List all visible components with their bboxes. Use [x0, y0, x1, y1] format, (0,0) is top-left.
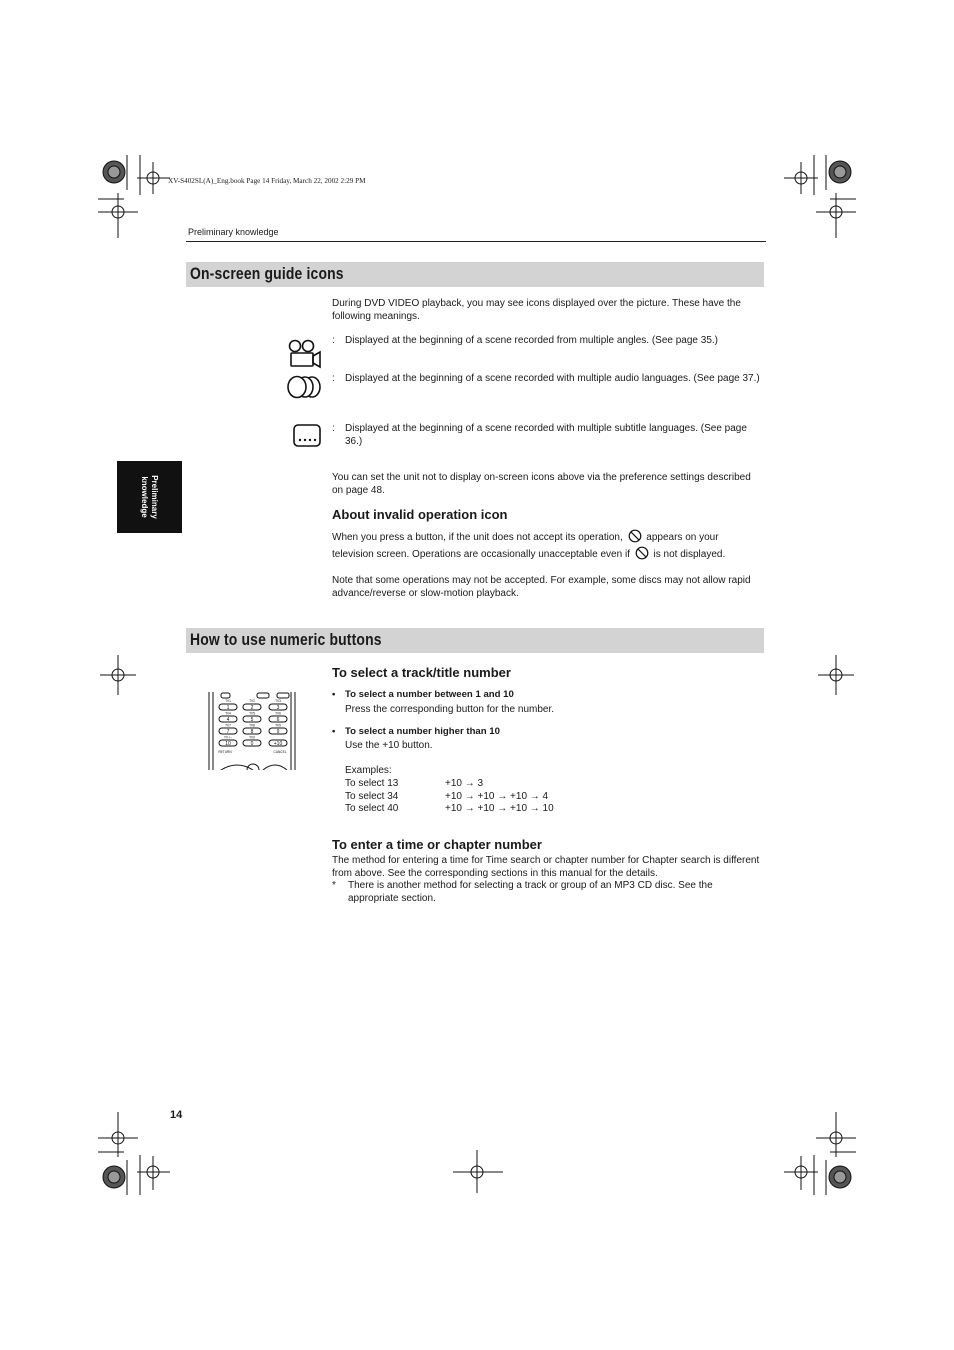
- bullet1-title: To select a number between 1 and 10: [345, 689, 514, 700]
- invalid-line1: [332, 529, 719, 545]
- remote-key-10: 10: [225, 741, 231, 747]
- remote-label-tv4: TV4: [225, 711, 231, 716]
- icon-desc-subtitle: Displayed at the beginning of a scene recorded with multiple subtitle languages. (See page 36.): [345, 423, 747, 447]
- example-label: To select 40: [345, 803, 399, 814]
- remote-label-tv-dash: TV-/--: [224, 735, 232, 740]
- remote-key-2: 2: [250, 705, 254, 711]
- bullet2-text: Use the +10 button.: [345, 740, 433, 751]
- prohibited-icon: [635, 546, 649, 560]
- colon: :: [332, 423, 335, 434]
- side-tab-line1: Preliminary: [150, 475, 159, 519]
- section-title-icons: On-screen guide icons: [190, 264, 344, 283]
- multi-audio-icon: [284, 374, 324, 400]
- side-tab: [117, 461, 182, 533]
- remote-label-tv6: TV6: [275, 711, 281, 716]
- time-heading: To enter a time or chapter number: [332, 837, 542, 852]
- example-label: To select 34: [345, 791, 399, 802]
- remote-label-tv1: TV1: [225, 699, 231, 703]
- side-tab-line2: knowledge: [140, 476, 149, 518]
- header-rule: [186, 241, 766, 242]
- example-row: [345, 778, 665, 791]
- remote-key-plus10: +10: [273, 741, 283, 747]
- example-sequence: +10 → +10 → +10 → 4: [445, 791, 549, 802]
- remote-label-cancel: CANCEL: [273, 750, 287, 754]
- remote-label-tv0: TV0: [249, 735, 255, 740]
- examples-label: Examples:: [345, 765, 392, 776]
- colon: :: [332, 335, 335, 346]
- example-sequence: +10 → 3: [445, 778, 484, 789]
- colon: :: [332, 373, 335, 384]
- remote-key-1: 1: [226, 705, 230, 711]
- invalid-heading: About invalid operation icon: [332, 507, 508, 522]
- section-band-icons: [186, 262, 764, 287]
- remote-label-tv9: TV9: [275, 723, 281, 728]
- bullet1-marker: •: [332, 689, 336, 700]
- icon-desc-angles: Displayed at the beginning of a scene recorded from multiple angles. (See page 35.): [345, 335, 719, 346]
- remote-label-tv3: TV3: [275, 699, 281, 703]
- remote-key-8: 8: [250, 729, 254, 735]
- bullet1-text: Press the corresponding button for the number.: [345, 704, 555, 715]
- example-label: To select 13: [345, 778, 399, 789]
- remote-control-illustration: [207, 690, 297, 770]
- icon-desc-audio: Displayed at the beginning of a scene recorded with multiple audio languages. (See page 37.): [345, 373, 760, 384]
- remote-label-return: RETURN: [218, 750, 232, 754]
- remote-label-tv8: TV8: [249, 723, 255, 728]
- operation-note: Note that some operations may not be accepted. For example, some discs may not allow rapid advance/reverse or slow-motion playback.: [332, 575, 751, 599]
- page-number: 14: [170, 1109, 183, 1121]
- bullet2-marker: •: [332, 726, 336, 737]
- remote-key-7: 7: [226, 729, 230, 735]
- example-sequence: +10 → +10 → +10 → 10: [445, 803, 554, 814]
- multi-subtitle-icon: [284, 423, 324, 449]
- track-heading: To select a track/title number: [332, 665, 511, 680]
- remote-key-5: 5: [250, 717, 254, 723]
- section-title-numeric: How to use numeric buttons: [190, 630, 382, 649]
- bullet2-title: To select a number higher than 10: [345, 726, 500, 737]
- star-marker: *: [332, 880, 336, 891]
- intro-text: During DVD VIDEO playback, you may see icons displayed over the picture. These have the following meanings.: [332, 298, 741, 322]
- remote-key-6: 6: [276, 717, 280, 723]
- invalid-line2-b: is not displayed.: [653, 549, 726, 560]
- example-row: [345, 803, 665, 816]
- multi-angle-camera-icon: [284, 337, 324, 369]
- running-title: Preliminary knowledge: [188, 227, 279, 237]
- section-band-numeric: [186, 628, 764, 653]
- invalid-line2-a: television screen. Operations are occasionally unacceptable even if: [332, 549, 630, 560]
- remote-label-tv5: TV5: [249, 711, 255, 716]
- invalid-line1-b: appears on your: [646, 532, 719, 543]
- remote-label-tv7: TV7: [225, 723, 231, 728]
- preference-note: You can set the unit not to display on-screen icons above via the preference settings described on page 48.: [332, 472, 751, 496]
- file-info: XV-S402SL(A)_Eng.book Page 14 Friday, March 22, 2002 2:29 PM: [168, 177, 366, 185]
- remote-label-tv2: TV2: [249, 699, 255, 703]
- remote-key-0: 0: [250, 741, 254, 747]
- invalid-line2: [332, 546, 725, 562]
- remote-key-9: 9: [276, 729, 280, 735]
- prohibited-icon: [628, 529, 642, 543]
- remote-key-4: 4: [226, 717, 230, 723]
- invalid-line1-a: When you press a button, if the unit does not accept its operation,: [332, 532, 623, 543]
- time-text: The method for entering a time for Time search or chapter number for Chapter search is different from above. See the corresponding sections in this manual for the details.: [332, 855, 760, 879]
- remote-key-3: 3: [276, 705, 280, 711]
- star-note: There is another method for selecting a track or group of an MP3 CD disc. See the appropriate section.: [348, 880, 713, 904]
